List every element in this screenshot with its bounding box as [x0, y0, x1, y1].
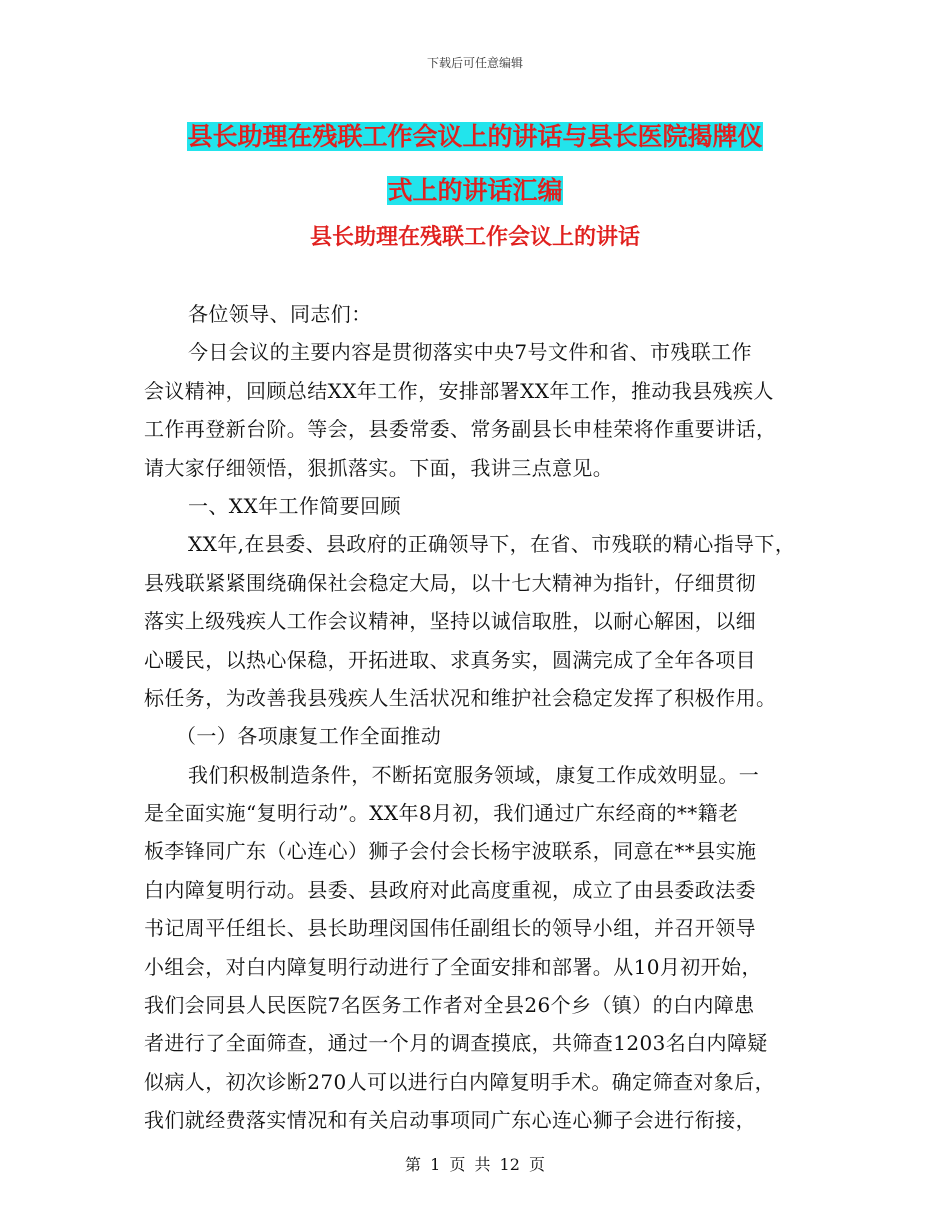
title-line-2: 式上的讲话汇编: [387, 176, 563, 205]
paragraph-line: 落实上级残疾人工作会议精神，坚持以诚信取胜，以耐心解困，以细: [144, 609, 756, 634]
paragraph-line: 我们就经费落实情况和有关启动事项同广东心连心狮子会进行衔接，: [144, 1108, 756, 1133]
paragraph-line: 我们会同县人民医院7名医务工作者对全县26个乡（镇）的白内障患: [144, 993, 755, 1018]
paragraph-line: 是全面实施“复明行动”。XX年8月初，我们通过广东经商的**籍老: [144, 801, 739, 826]
paragraph-line: 工作再登新台阶。等会，县委常委、常务副县长申桂荣将作重要讲话，: [144, 417, 777, 442]
paragraph-line: 一、XX年工作简要回顾: [188, 493, 401, 518]
paragraph-line: 似病人，初次诊断270人可以进行白内障复明手术。确定筛查对象后，: [144, 1069, 775, 1094]
title-line-1: 县长助理在残联工作会议上的讲话与县长医院揭牌仪: [187, 122, 763, 151]
page-footer: 第 1 页 共 12 页: [405, 1155, 545, 1174]
paragraph-line: 书记周平任组长、县长助理闵国伟任副组长的领导小组，并召开领导: [144, 916, 756, 941]
paragraph-line: 标任务，为改善我县残疾人生活状况和维护社会稳定发挥了积极作用。: [144, 685, 777, 710]
paragraph-line: 请大家仔细领悟，狠抓落实。下面，我讲三点意见。: [144, 455, 614, 480]
paragraph-line: （一）各项康复工作全面推动: [176, 724, 442, 749]
paragraph-line: 板李锋同广东（心连心）狮子会付会长杨宇波联系，同意在**县实施: [144, 839, 757, 864]
paragraph-line: 会议精神，回顾总结XX年工作，安排部署XX年工作，推动我县残疾人: [144, 378, 774, 403]
paragraph-line: 白内障复明行动。县委、县政府对此高度重视，成立了由县委政法委: [144, 877, 756, 902]
page-header: 下载后可任意编辑: [426, 56, 523, 70]
body-text: [144, 295, 824, 1140]
paragraph-line: 小组会，对白内障复明行动进行了全面安排和部署。从10月初开始，: [144, 954, 762, 979]
paragraph-line: 县残联紧紧围绕确保社会稳定大局，以十七大精神为指针，仔细贯彻: [144, 570, 756, 595]
paragraph-line: 心暖民，以热心保稳，开拓进取、求真务实，圆满完成了全年各项目: [144, 647, 756, 672]
paragraph-line: 我们积极制造条件，不断拓宽服务领域，康复工作成效明显。一: [188, 762, 760, 787]
document-title: [150, 110, 800, 218]
section-title: 县长助理在残联工作会议上的讲话: [309, 225, 640, 250]
paragraph-line: 今日会议的主要内容是贯彻落实中央7号文件和省、市残联工作: [188, 340, 752, 365]
paragraph-line: 各位领导、同志们：: [188, 302, 372, 326]
paragraph-line: 者进行了全面筛查，通过一个月的调查摸底，共筛查1203名白内障疑: [144, 1031, 768, 1056]
paragraph-line: XX年,在县委、县政府的正确领导下，在省、市残联的精心指导下，: [188, 532, 796, 557]
